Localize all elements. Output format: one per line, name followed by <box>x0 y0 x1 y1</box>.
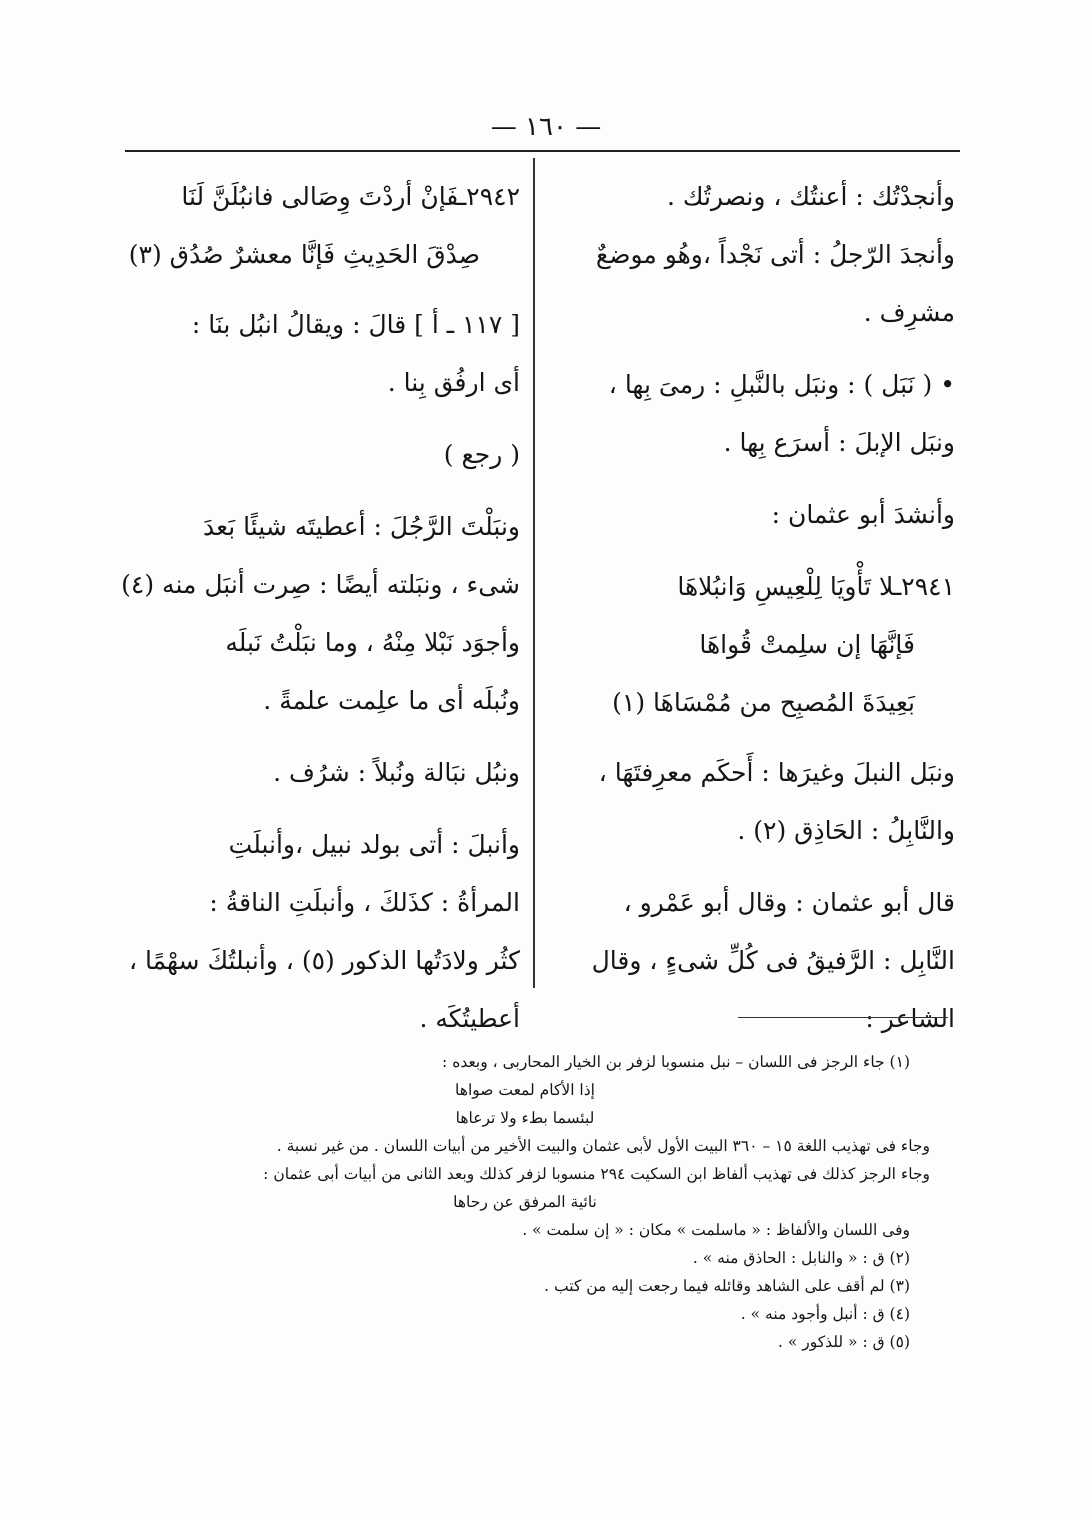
text-line: النَّابِل : الرَّفيقُ فى كُلِّ شىءٍ ، وقال <box>591 946 955 975</box>
paragraph-nabil-skill <box>560 744 955 860</box>
footnote-3: (٣) لم أقف على الشاهد وقائله فيما رجعت إليه من كتب . <box>544 1277 910 1295</box>
text-line: أى ارفُق بِنا . <box>387 368 520 397</box>
text-line: قال أبو عثمان : وقال أبو عَمْرو ، <box>623 888 955 917</box>
text-line: وأجوَد نَبْلا مِنْهُ ، وما نبَلْتُ نَبلَه <box>225 628 520 657</box>
text-line: وأنشدَ أبو عثمان : <box>771 500 955 529</box>
footnote-1-verse-line: إذا الأكام لمعت صواها <box>455 1081 595 1099</box>
footnote-rule <box>738 1017 948 1018</box>
text-line: المرأةُ : كذَلكَ ، وأنبلَتِ الناقةُ : <box>209 888 520 917</box>
paragraph-unbul-bina <box>125 296 520 412</box>
text-line: وأنجدْتُك : أعنتُك ، ونصرتُك . <box>667 182 955 211</box>
text-line: كثُر ولادَتُها الذكور (٥) ، وأنبلتُكَ سهْمًا ، <box>128 946 520 975</box>
verse-line: ٢٩٤٢ـفَإنْ أردْتَ وِصَالى فانبُلَنَّ لَنَا <box>181 182 520 211</box>
footnotes <box>140 1048 930 1356</box>
column-divider <box>533 158 535 988</box>
text-line: • ( نَبَل ) : ونبَل بالنَّبلِ : رمىَ بِها ، <box>608 370 955 399</box>
text-line: وأنجدَ الرّجلُ : أتى نَجْداً ،وهُو موضعٌ <box>595 240 955 269</box>
text-line: [ ١١٧ ـ أ ] قالَ : ويقالُ انبُل بنَا : <box>191 310 520 339</box>
paragraph-recitation-intro <box>560 486 955 544</box>
footnote-5: (٥) ق : « للذكور » . <box>777 1333 910 1351</box>
left-column <box>121 168 520 1062</box>
paragraph-nabal-entry <box>560 356 955 472</box>
text-line: والنَّابِلُ : الحَاذِق (٢) . <box>737 816 955 845</box>
text-line: ونبَل الإبلَ : أسرَع بِها . <box>723 428 955 457</box>
verse-line: صِدْقَ الحَدِيثِ فَإنَّا معشرٌ صُدُق (٣) <box>128 240 480 269</box>
text-line: ونبُل نبَالة ونُبلاً : شرُف . <box>273 758 520 787</box>
paragraph-nabalta <box>121 498 520 730</box>
paragraph-anjada <box>560 168 955 342</box>
page-number: — ١٦٠ — <box>490 112 602 142</box>
text-line: ونُبلَه أى ما علِمت علمةً . <box>263 686 520 715</box>
text-line: الشاعر : <box>865 1004 955 1033</box>
footnote-1: (١) جاء الرجز فى اللسان – نبل منسوبا لزفر بن الخيار المحاربى ، وبعده : <box>442 1053 910 1071</box>
text-line: شىء ، ونبَلته أيضًا : صِرت أنبَل منه (٤) <box>121 570 520 599</box>
paragraph-rajaa <box>125 426 520 484</box>
paragraph-abu-amr <box>560 874 955 1048</box>
footnote-4: (٤) ق : أنبل وأجود منه » . <box>740 1305 910 1323</box>
text-line: ونبَل النبلَ وغيرَها : أَحكَم معرِفتَهَا ، <box>598 758 955 787</box>
verse-line: بَعِيدَةَ المُصبِح من مُمْسَاهَا (١) <box>612 688 915 717</box>
footnote-1-continuation: وجاء فى تهذيب اللغة ١٥ – ٣٦٠ البيت الأول لأبى عثمان والبيت الأخير من أبيات اللسان . من غير نسبة . <box>276 1137 930 1155</box>
paragraph-nabula <box>125 744 520 802</box>
text-line: وأنبلَ : أتى بولد نبيل ،وأنبلَتِ <box>228 830 520 859</box>
footnote-1-verse-line: لبئسما بطء ولا ترعاها <box>455 1109 595 1127</box>
footnote-1-verse-line: نائية المرفق عن رحاها <box>453 1193 597 1211</box>
verse-2941 <box>560 558 955 732</box>
text-line: مشرِف . <box>863 298 955 327</box>
footnote-1-continuation: وفى اللسان والألفاظ : « ماسلمت » مكان : « إن سلمت » . <box>522 1221 910 1239</box>
verse-line: ٢٩٤١ـلا تَأْويَا لِلْعِيسِ وَانبُلاهَا <box>677 572 955 601</box>
footnote-1-continuation: وجاء الرجز كذلك فى تهذيب ألفاظ ابن السكيت ٢٩٤ منسوبا لزفر كذلك وبعد الثانى من أبيات أبى عثمان : <box>263 1165 930 1183</box>
verse-2942 <box>125 168 520 284</box>
paragraph-anbala <box>125 816 520 1048</box>
text-line: ( رجع ) <box>443 440 520 469</box>
text-line: ونبَلْتَ الرَّجُلَ : أعطيتَه شيئًا بَعدَ <box>203 512 520 541</box>
text-line: أعطيتُكَه . <box>419 1004 520 1033</box>
header-rule <box>125 150 960 152</box>
right-column <box>560 168 955 1062</box>
verse-line: فَإنَّهَا إن سلِمتْ قُواهَا <box>699 630 915 659</box>
footnote-2: (٢) ق : « والنابل : الحاذق منه » . <box>692 1249 910 1267</box>
